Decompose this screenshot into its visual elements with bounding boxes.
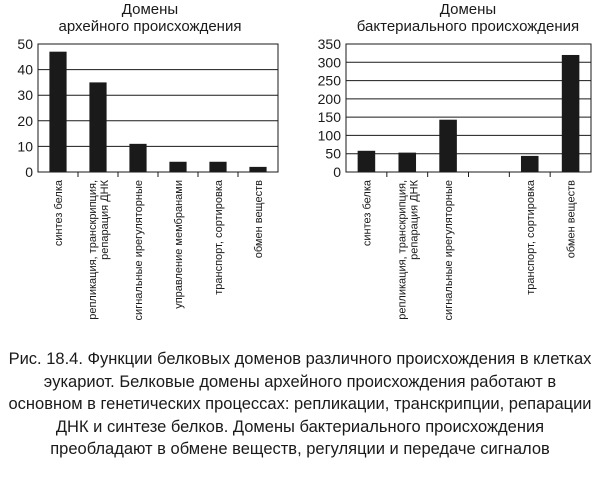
- x-tick-label: [566, 180, 578, 258]
- bar: [129, 144, 146, 172]
- chart-title-line: архейного происхождения: [58, 18, 242, 35]
- chart-title-line: Домены: [439, 1, 497, 18]
- y-tick-label: 20: [17, 112, 33, 129]
- chart-title-line: бактериального происхождения: [356, 18, 580, 35]
- y-tick-label: 10: [17, 138, 33, 155]
- bar: [169, 162, 186, 172]
- x-tick-label: [443, 180, 455, 320]
- plot-frame: [346, 44, 591, 172]
- bar: [398, 153, 416, 172]
- bar: [521, 156, 539, 172]
- x-tick-label-line: обмен веществ: [565, 180, 578, 259]
- bar: [562, 55, 580, 172]
- x-tick-label-line: транспорт, сортировка: [213, 180, 225, 295]
- bar: [209, 162, 226, 172]
- y-tick-label: 0: [333, 164, 341, 180]
- x-tick-label-line: сигнальные ирегуляторные: [133, 180, 145, 321]
- x-tick-label-line: обмен веществ: [253, 180, 265, 259]
- x-tick-label: [213, 179, 225, 295]
- x-tick-label-line: транспорт, сортировка: [524, 180, 537, 295]
- x-tick-label: [133, 180, 145, 320]
- caption-label: Рис. 18.4.: [8, 350, 83, 368]
- x-tick-label-line: репарация ДНК: [408, 180, 421, 260]
- y-tick-label: 50: [325, 145, 341, 162]
- bar: [89, 82, 106, 172]
- x-tick-label: [53, 179, 65, 246]
- y-tick-label: 40: [17, 61, 33, 78]
- plot-frame: [38, 44, 278, 172]
- chart-panel-1: [17, 1, 278, 320]
- x-tick-label: [525, 179, 537, 295]
- x-tick-label-line: репликация, транскрипция,: [396, 180, 409, 320]
- y-tick-label: 0: [25, 164, 33, 180]
- x-tick-label-line: репарация ДНК: [99, 180, 111, 260]
- x-tick-label-line: сигнальные ирегуляторные: [443, 180, 456, 321]
- y-tick-label: 50: [17, 36, 33, 52]
- bar: [249, 167, 266, 172]
- x-tick-label-line: управление мембранами: [173, 180, 185, 309]
- y-tick-label: 100: [317, 127, 341, 144]
- bar: [358, 151, 376, 172]
- x-tick-label: [253, 180, 265, 258]
- figure-caption: [8, 348, 592, 461]
- x-tick-label: [361, 179, 373, 246]
- y-tick-label: 200: [317, 90, 341, 107]
- chart-title-line: Домены: [121, 1, 179, 18]
- chart-panel-2: [318, 1, 591, 320]
- y-tick-label: 250: [317, 72, 341, 89]
- x-tick-label: [173, 180, 185, 309]
- y-tick-label: 150: [317, 109, 341, 126]
- x-tick-label-line: репликация, транскрипция,: [87, 180, 99, 320]
- x-tick-label-line: синтез белка: [361, 180, 374, 247]
- x-tick-label: [396, 179, 420, 319]
- y-tick-label: 350: [317, 36, 341, 52]
- bar: [49, 52, 66, 172]
- y-tick-label: 300: [317, 54, 341, 71]
- x-tick-label: [87, 179, 111, 319]
- x-tick-label-line: синтез белка: [53, 180, 65, 247]
- bar: [439, 120, 457, 172]
- y-tick-label: 30: [17, 87, 33, 104]
- caption-text: Функции белковых доменов различного происхождения в клетках эукариот. Белковые домены архейного происхождения работают в основном в генетических процессах: репликации, транскрипции, репарации ДНК и синтезе белков. Домены бактериального происхождения преобладают в обмене веществ, регуляции и передаче сигналов: [8, 350, 592, 458]
